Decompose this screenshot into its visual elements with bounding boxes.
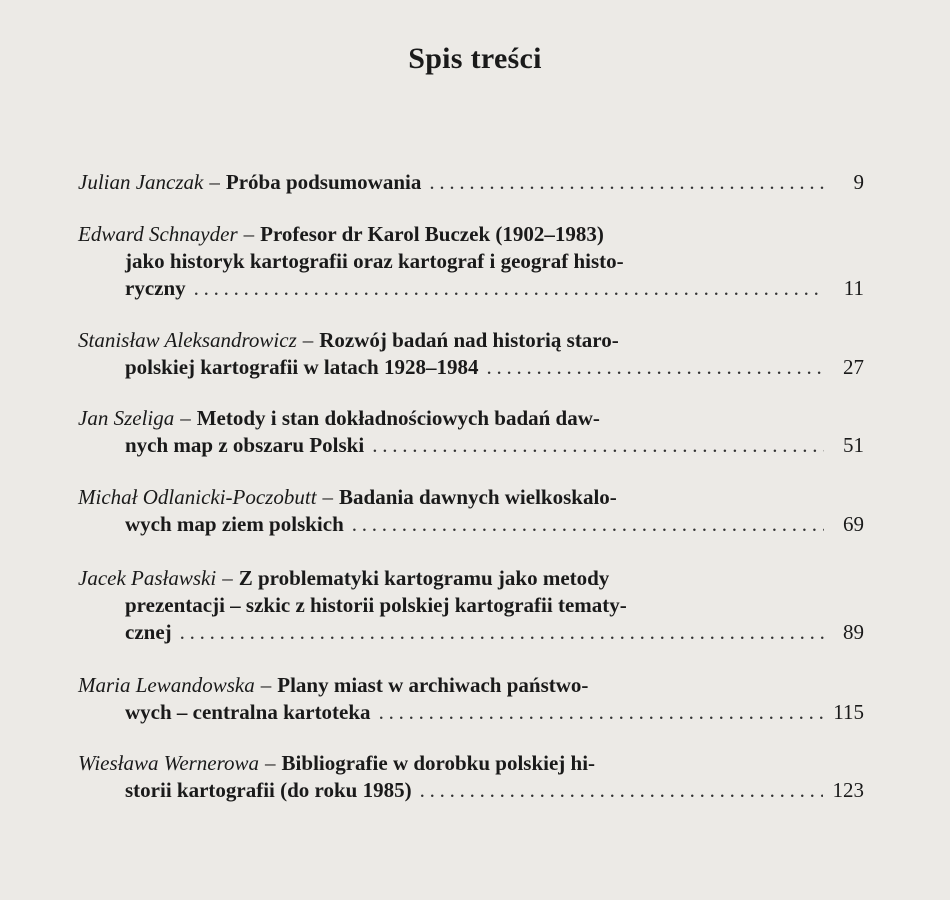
toc-entry[interactable]: Jan Szeliga – Metody i stan dokładnościowych badań daw- nych map z obszaru Polski . . . 51	[78, 405, 864, 459]
dot-leader	[180, 619, 824, 646]
dot-leader	[420, 777, 823, 804]
entry-title-line: Plany miast w archiwach państwo-	[277, 673, 589, 697]
entry-title-line: Bibliografie w dorobku polskiej hi-	[281, 751, 596, 775]
entry-author: Maria Lewandowska	[78, 673, 255, 697]
entry-author: Julian Janczak	[78, 170, 204, 194]
entry-title-line: nych map z obszaru Polski	[125, 433, 365, 457]
entry-author: Wiesława Wernerowa	[78, 751, 260, 775]
dot-leader	[486, 354, 824, 381]
entry-page-number: 9	[853, 170, 864, 194]
entry-author: Jacek Pasławski	[78, 566, 217, 590]
entry-title-line: wych – centralna kartoteka	[125, 700, 371, 724]
toc-entry[interactable]: Wiesława Wernerowa – Bibliografie w dorobku polskiej hi- storii kartografii (do roku 1985) . . . 123	[78, 750, 864, 804]
entry-title-line: wych map ziem polskich	[125, 512, 344, 536]
entry-title-line: ryczny	[125, 276, 186, 300]
entry-title-line: cznej	[125, 620, 172, 644]
toc-entry[interactable]: Maria Lewandowska – Plany miast w archiwach państwo- wych – centralna kartoteka . . . 115	[78, 672, 864, 726]
dot-leader	[379, 699, 824, 726]
entry-title-line: Badania dawnych wielkoskalo-	[339, 485, 617, 509]
toc-entry[interactable]: Jacek Pasławski – Z problematyki kartogramu jako metody prezentacji – szkic z historii polskiej kartografii tematy- cznej . . . 89	[78, 565, 864, 646]
entry-page-number: 115	[833, 700, 864, 724]
toc-entry[interactable]: Julian Janczak – Próba podsumowania . . . 9	[78, 169, 864, 196]
page-title: Spis treści	[408, 42, 542, 75]
entry-page-number: 51	[843, 433, 864, 457]
entry-page-number: 11	[843, 276, 864, 300]
entry-page-number: 123	[832, 778, 864, 802]
dot-leader	[429, 169, 824, 196]
toc-entry[interactable]: Michał Odlanicki-Poczobutt – Badania dawnych wielkoskalo- wych map ziem polskich . . . 69	[78, 484, 864, 538]
entry-title-line: Metody i stan dokładnościowych badań daw-	[196, 406, 600, 430]
entry-page-number: 27	[843, 355, 864, 379]
entry-title-line: Rozwój badań nad historią staro-	[319, 328, 619, 352]
entry-title-line: Profesor dr Karol Buczek (1902–1983)	[260, 222, 604, 246]
entry-author: Michał Odlanicki-Poczobutt	[78, 485, 317, 509]
entry-title-line: polskiej kartografii w latach 1928–1984	[125, 355, 479, 379]
entry-page-number: 89	[843, 620, 864, 644]
entry-author: Stanisław Aleksandrowicz	[78, 328, 297, 352]
entry-author: Edward Schnayder	[78, 222, 238, 246]
entry-title-line: prezentacji – szkic z historii polskiej kartografii tematy-	[125, 593, 627, 617]
entry-title-line: Z problematyki kartogramu jako metody	[238, 566, 610, 590]
toc-entry[interactable]: Stanisław Aleksandrowicz – Rozwój badań nad historią staro- polskiej kartografii w latach 1928–1984 . . . 27	[78, 327, 864, 381]
dot-leader	[352, 511, 824, 538]
dot-leader	[372, 432, 824, 459]
entry-page-number: 69	[843, 512, 864, 536]
entry-author: Jan Szeliga	[78, 406, 175, 430]
entry-title-line: Próba podsumowania	[225, 170, 422, 194]
entry-title-line: storii kartografii (do roku 1985)	[125, 778, 412, 802]
entry-title-line: jako historyk kartografii oraz kartograf i geograf histo-	[125, 249, 624, 273]
toc-entry[interactable]: Edward Schnayder – Profesor dr Karol Buczek (1902–1983) jako historyk kartografii oraz kartograf i geograf histo- ryczny . . . 11	[78, 221, 864, 302]
dot-leader	[194, 275, 824, 302]
